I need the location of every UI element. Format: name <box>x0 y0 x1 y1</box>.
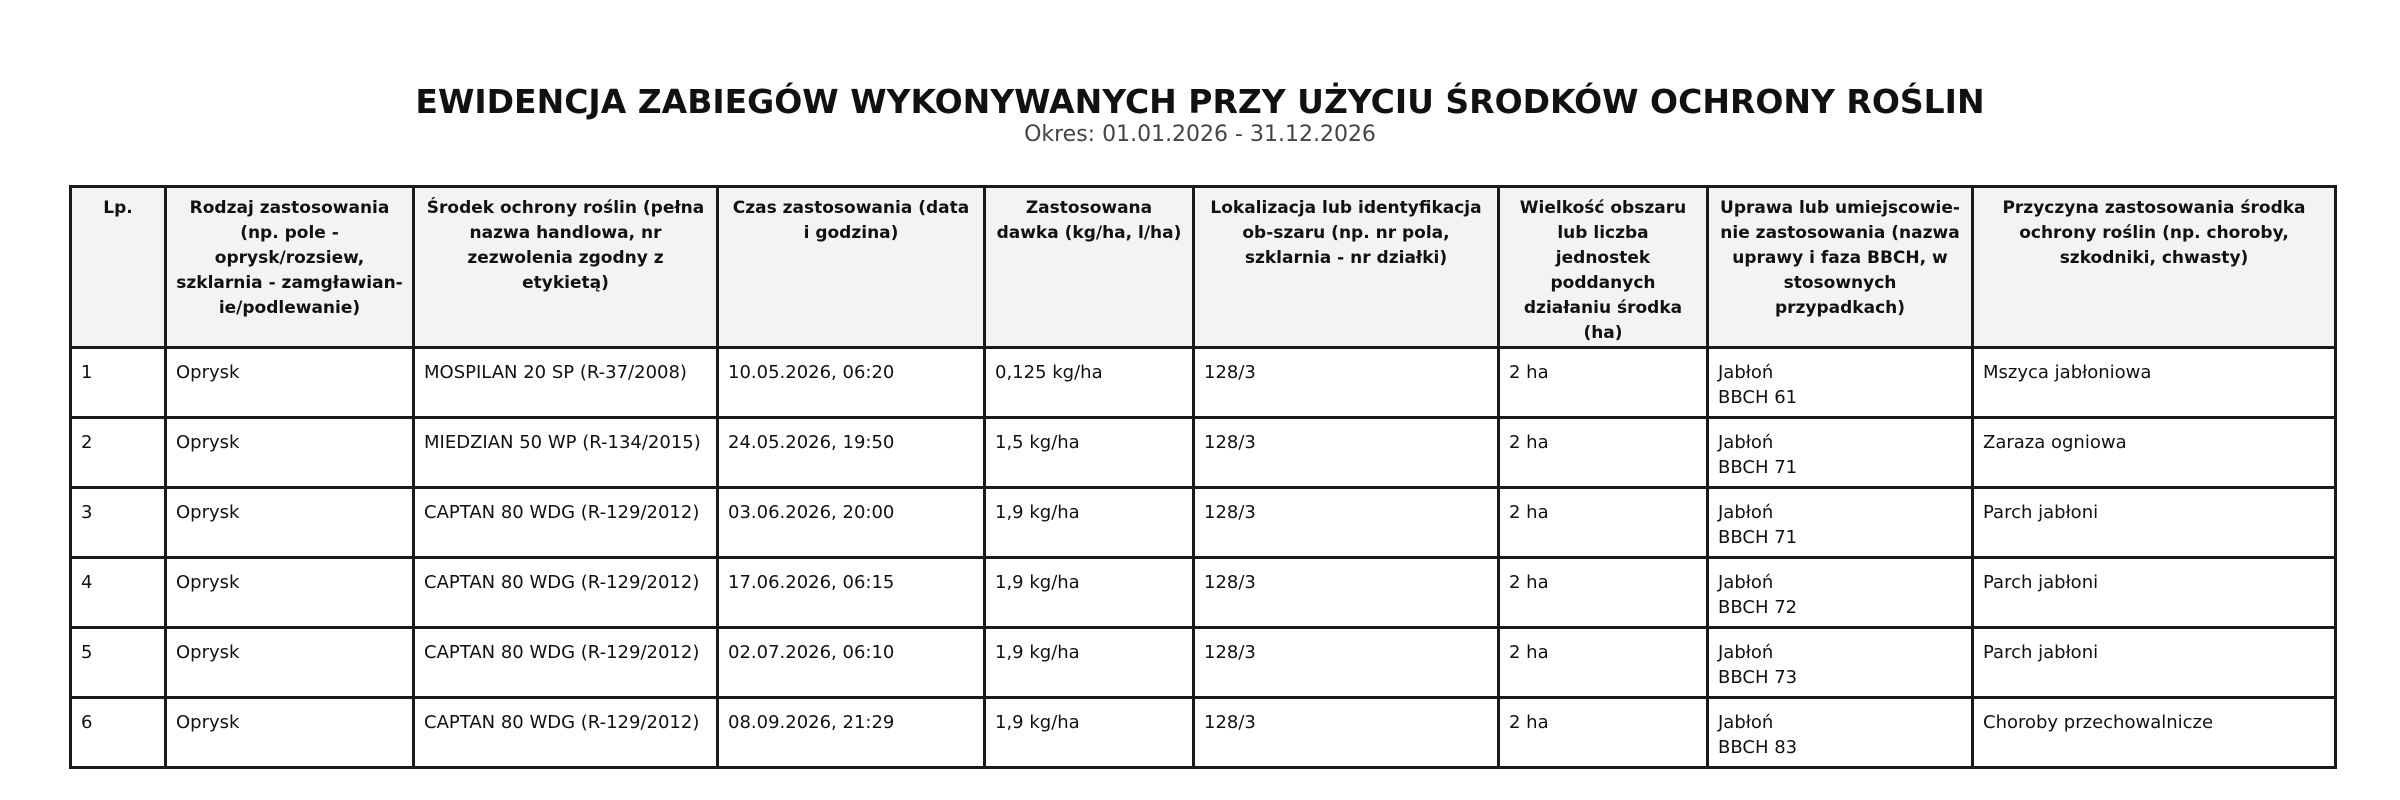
crop-name: Jabłoń <box>1718 642 1774 663</box>
table-header-row <box>71 187 2336 348</box>
cell-application-type: Oprysk <box>166 348 414 418</box>
cell-reason: Parch jabłoni <box>1973 558 2336 628</box>
cell-dose: 1,9 kg/ha <box>985 558 1194 628</box>
cell-location: 128/3 <box>1194 418 1499 488</box>
document-period: Okres: 01.01.2026 - 31.12.2026 <box>1024 122 1376 147</box>
cell-location: 128/3 <box>1194 558 1499 628</box>
cell-area: 2 ha <box>1499 418 1708 488</box>
cell-dose: 1,9 kg/ha <box>985 628 1194 698</box>
cell-application-type: Oprysk <box>166 488 414 558</box>
cell-product: CAPTAN 80 WDG (R-129/2012) <box>414 558 718 628</box>
crop-name: Jabłoń <box>1718 362 1774 383</box>
crop-bbch: BBCH 71 <box>1718 457 1798 478</box>
cell-lp: 1 <box>71 348 166 418</box>
cell-time: 24.05.2026, 19:50 <box>718 418 985 488</box>
cell-product: CAPTAN 80 WDG (R-129/2012) <box>414 698 718 768</box>
cell-time: 10.05.2026, 06:20 <box>718 348 985 418</box>
crop-bbch: BBCH 72 <box>1718 597 1798 618</box>
header-product: Środek ochrony roślin (pełna nazwa handlowa, nr zezwolenia zgodny z etykietą) <box>414 187 718 348</box>
cell-reason: Parch jabłoni <box>1973 628 2336 698</box>
header-dose: Zastosowana dawka (kg/ha, l/ha) <box>985 187 1194 348</box>
cell-dose: 1,5 kg/ha <box>985 418 1194 488</box>
cell-dose: 0,125 kg/ha <box>985 348 1194 418</box>
cell-location: 128/3 <box>1194 348 1499 418</box>
cell-time: 02.07.2026, 06:10 <box>718 628 985 698</box>
crop-name: Jabłoń <box>1718 502 1774 523</box>
header-location: Lokalizacja lub identyfikacja ob-szaru (np. nr pola, szklarnia - nr działki) <box>1194 187 1499 348</box>
crop-bbch: BBCH 73 <box>1718 667 1798 688</box>
cell-location: 128/3 <box>1194 628 1499 698</box>
crop-bbch: BBCH 83 <box>1718 737 1798 758</box>
cell-lp: 4 <box>71 558 166 628</box>
cell-area: 2 ha <box>1499 698 1708 768</box>
cell-crop <box>1708 558 1973 628</box>
header-lp: Lp. <box>71 187 166 348</box>
header-reason: Przyczyna zastosowania środka ochrony roślin (np. choroby, szkodniki, chwasty) <box>1973 187 2336 348</box>
crop-name: Jabłoń <box>1718 572 1774 593</box>
cell-area: 2 ha <box>1499 558 1708 628</box>
crop-bbch: BBCH 71 <box>1718 527 1798 548</box>
cell-area: 2 ha <box>1499 488 1708 558</box>
table-row <box>71 488 2336 558</box>
table-row <box>71 418 2336 488</box>
header-application-type: Rodzaj zastosowania (np. pole - oprysk/rozsiew, szklarnia - zamgławian-ie/podlewanie) <box>166 187 414 348</box>
table-row <box>71 698 2336 768</box>
cell-time: 03.06.2026, 20:00 <box>718 488 985 558</box>
table-row <box>71 348 2336 418</box>
cell-lp: 5 <box>71 628 166 698</box>
cell-dose: 1,9 kg/ha <box>985 488 1194 558</box>
cell-area: 2 ha <box>1499 628 1708 698</box>
cell-product: CAPTAN 80 WDG (R-129/2012) <box>414 628 718 698</box>
cell-crop <box>1708 628 1973 698</box>
crop-bbch: BBCH 61 <box>1718 387 1798 408</box>
cell-crop <box>1708 698 1973 768</box>
cell-product: CAPTAN 80 WDG (R-129/2012) <box>414 488 718 558</box>
cell-application-type: Oprysk <box>166 558 414 628</box>
header-area: Wielkość obszaru lub liczba jednostek poddanych działaniu środka (ha) <box>1499 187 1708 348</box>
records-table <box>69 185 2337 769</box>
cell-product: MOSPILAN 20 SP (R-37/2008) <box>414 348 718 418</box>
cell-crop <box>1708 418 1973 488</box>
cell-lp: 2 <box>71 418 166 488</box>
crop-name: Jabłoń <box>1718 712 1774 733</box>
cell-reason: Choroby przechowalnicze <box>1973 698 2336 768</box>
table-row <box>71 628 2336 698</box>
cell-reason: Zaraza ogniowa <box>1973 418 2336 488</box>
header-crop: Uprawa lub umiejscowie-nie zastosowania (nazwa uprawy i faza BBCH, w stosownych przypadkach) <box>1708 187 1973 348</box>
cell-lp: 6 <box>71 698 166 768</box>
header-time: Czas zastosowania (data i godzina) <box>718 187 985 348</box>
cell-application-type: Oprysk <box>166 418 414 488</box>
cell-lp: 3 <box>71 488 166 558</box>
document-title: EWIDENCJA ZABIEGÓW WYKONYWANYCH PRZY UŻYCIU ŚRODKÓW OCHRONY ROŚLIN <box>415 82 1985 121</box>
cell-time: 17.06.2026, 06:15 <box>718 558 985 628</box>
cell-dose: 1,9 kg/ha <box>985 698 1194 768</box>
cell-reason: Mszyca jabłoniowa <box>1973 348 2336 418</box>
cell-crop <box>1708 348 1973 418</box>
cell-application-type: Oprysk <box>166 698 414 768</box>
cell-product: MIEDZIAN 50 WP (R-134/2015) <box>414 418 718 488</box>
cell-location: 128/3 <box>1194 488 1499 558</box>
cell-area: 2 ha <box>1499 348 1708 418</box>
cell-location: 128/3 <box>1194 698 1499 768</box>
table-row <box>71 558 2336 628</box>
crop-name: Jabłoń <box>1718 432 1774 453</box>
cell-application-type: Oprysk <box>166 628 414 698</box>
cell-time: 08.09.2026, 21:29 <box>718 698 985 768</box>
cell-reason: Parch jabłoni <box>1973 488 2336 558</box>
cell-crop <box>1708 488 1973 558</box>
